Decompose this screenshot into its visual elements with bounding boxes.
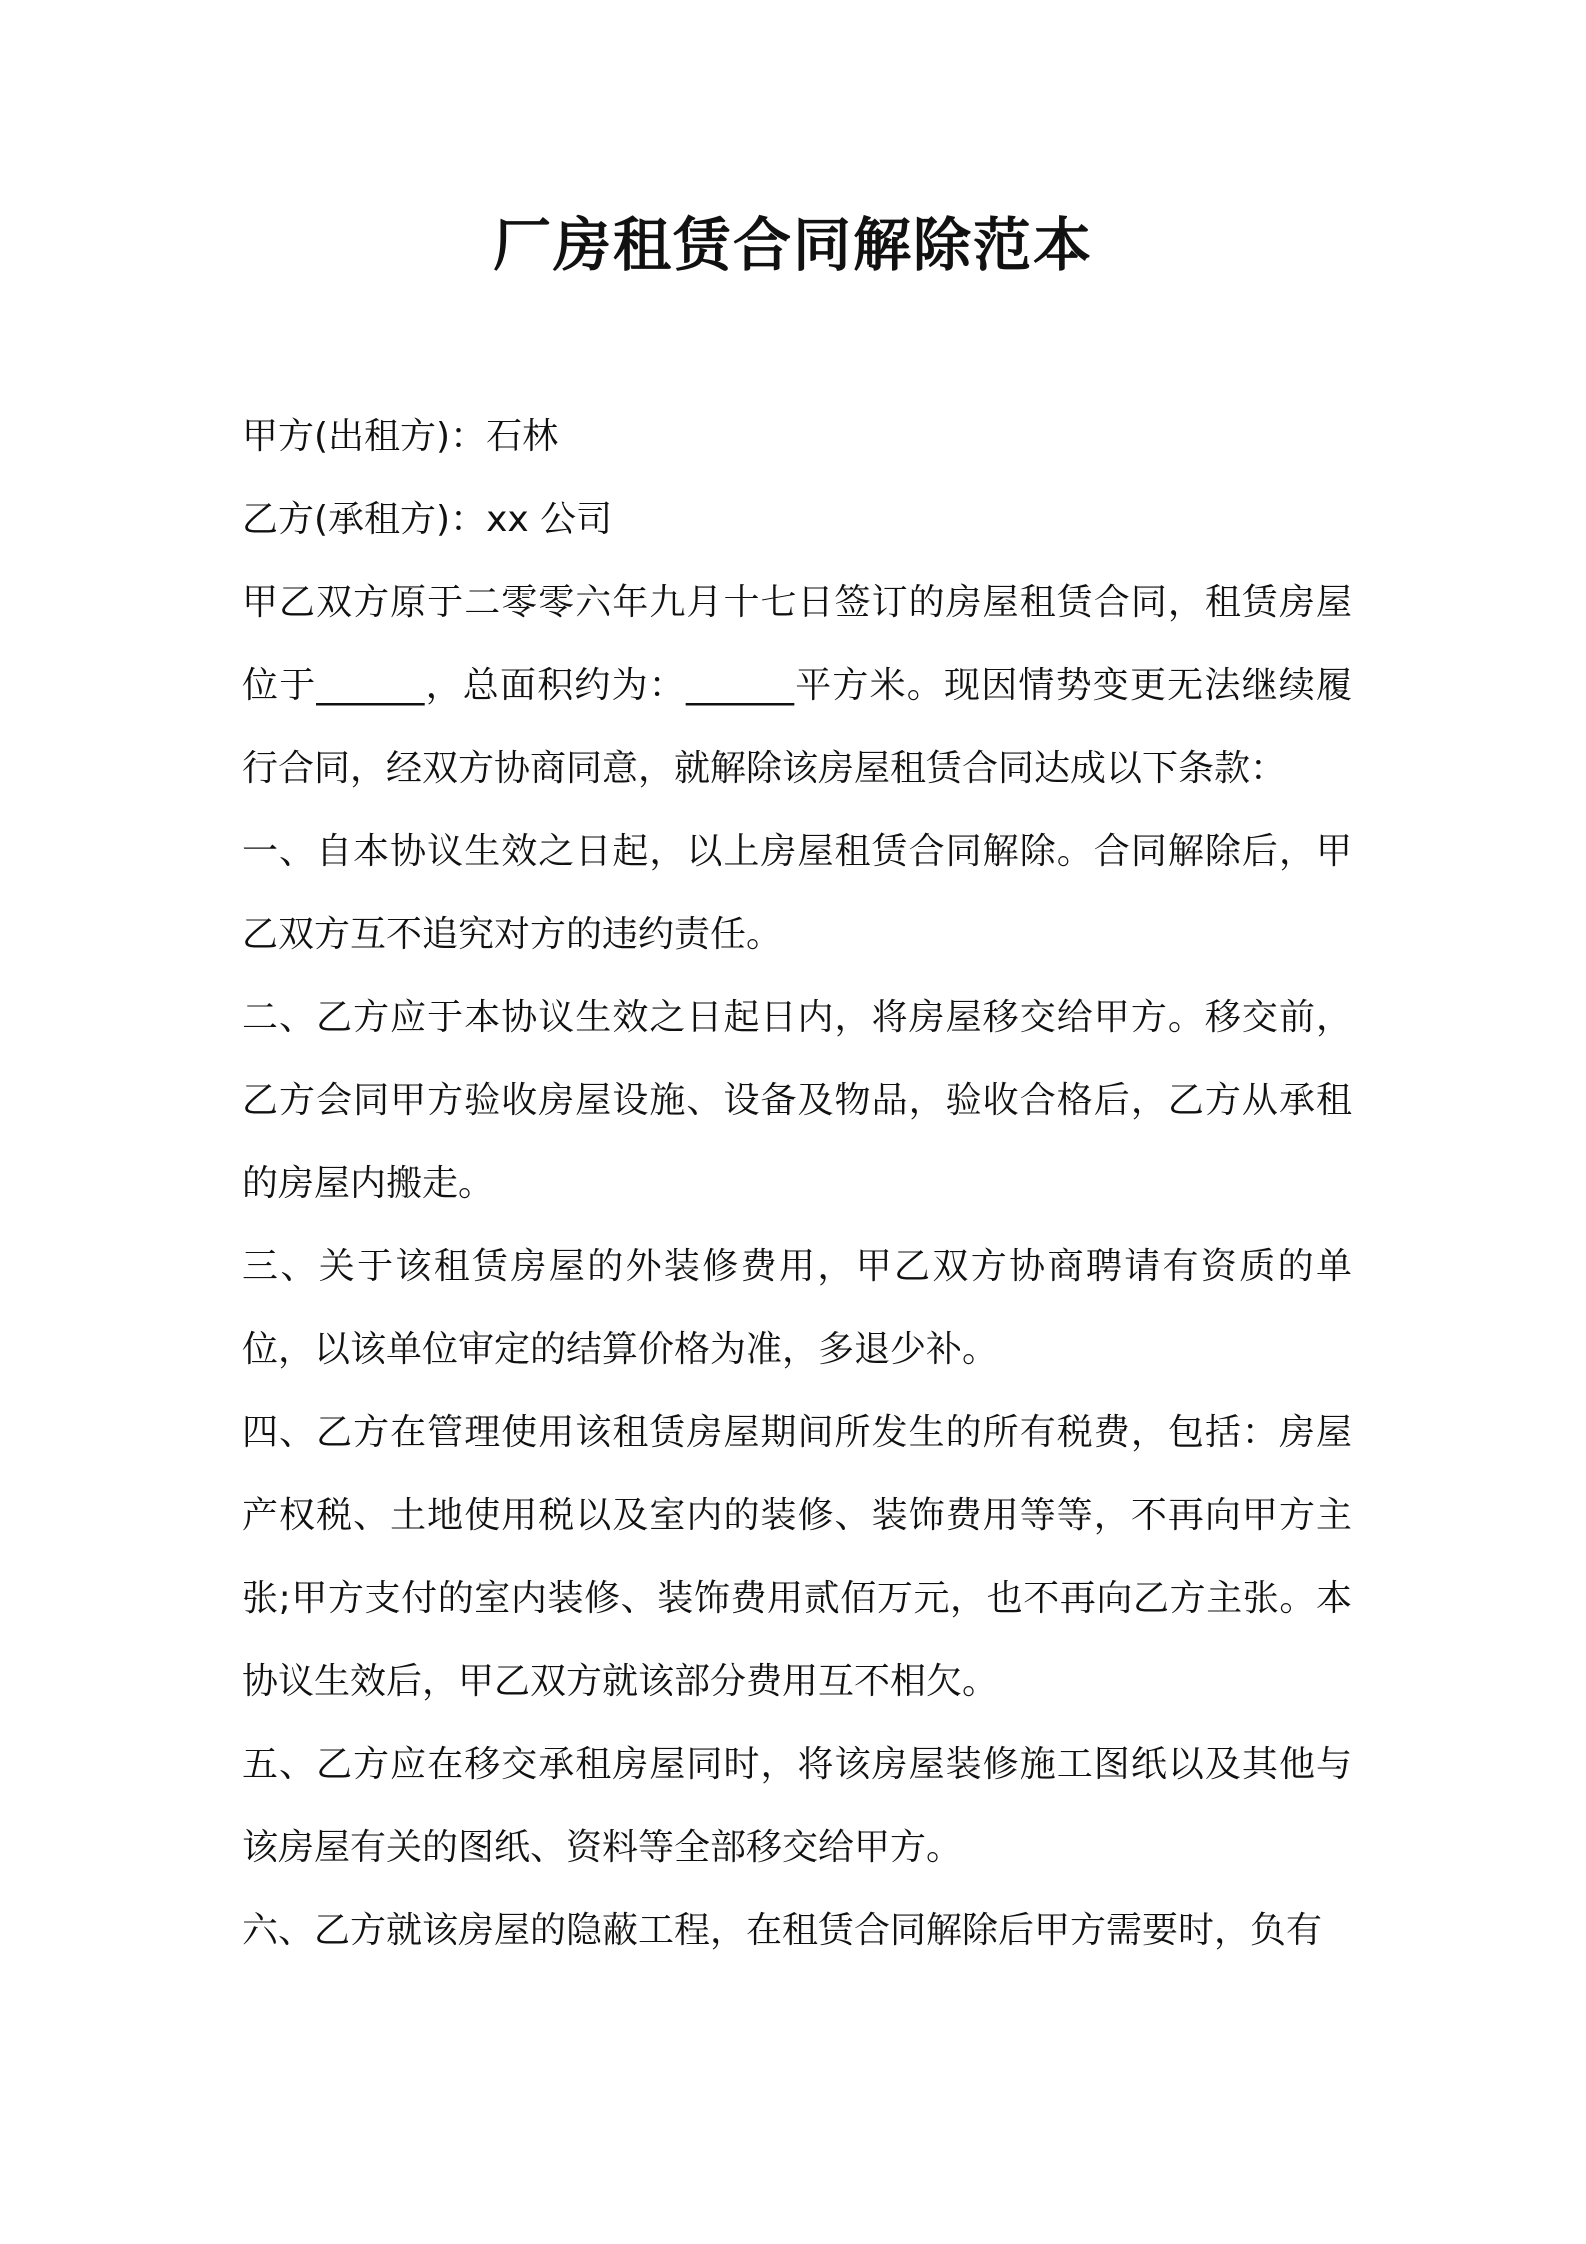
- clause-2: 二、乙方应于本协议生效之日起日内，将房屋移交给甲方。移交前，乙方会同甲方验收房屋设施、设备及物品，验收合格后，乙方从承租的房屋内搬走。: [242, 997, 1352, 1204]
- party-b-line: 乙方(承租方)：xx 公司: [242, 499, 613, 540]
- clause-3: 三、关于该租赁房屋的外装修费用，甲乙双方协商聘请有资质的单位，以该单位审定的结算价格为准，多退少补。: [242, 1246, 1352, 1370]
- clause-5: 五、乙方应在移交承租房屋同时，将该房屋装修施工图纸以及其他与该房屋有关的图纸、资料等全部移交给甲方。: [242, 1744, 1352, 1868]
- clause-6: 六、乙方就该房屋的隐蔽工程，在租赁合同解除后甲方需要时，负有: [242, 1910, 1323, 1951]
- document-title: 厂房租赁合同解除范本: [492, 211, 1093, 279]
- clause-1: 一、自本协议生效之日起，以上房屋租赁合同解除。合同解除后，甲乙双方互不追究对方的违约责任。: [242, 831, 1352, 955]
- document-body: [242, 395, 1352, 1972]
- party-a-line: 甲方(出租方)：石林: [242, 416, 559, 457]
- paragraph-intro: 甲乙双方原于二零零六年九月十七日签订的房屋租赁合同，租赁房屋位于______，总面积约为：______平方米。现因情势变更无法继续履行合同，经双方协商同意，就解除该房屋租赁合同达成以下条款：: [242, 582, 1352, 789]
- clause-4: 四、乙方在管理使用该租赁房屋期间所发生的所有税费，包括：房屋产权税、土地使用税以及室内的装修、装饰费用等等，不再向甲方主张;甲方支付的室内装修、装饰费用贰佰万元，也不再向乙方主张。本协议生效后，甲乙双方就该部分费用互不相欠。: [242, 1412, 1352, 1702]
